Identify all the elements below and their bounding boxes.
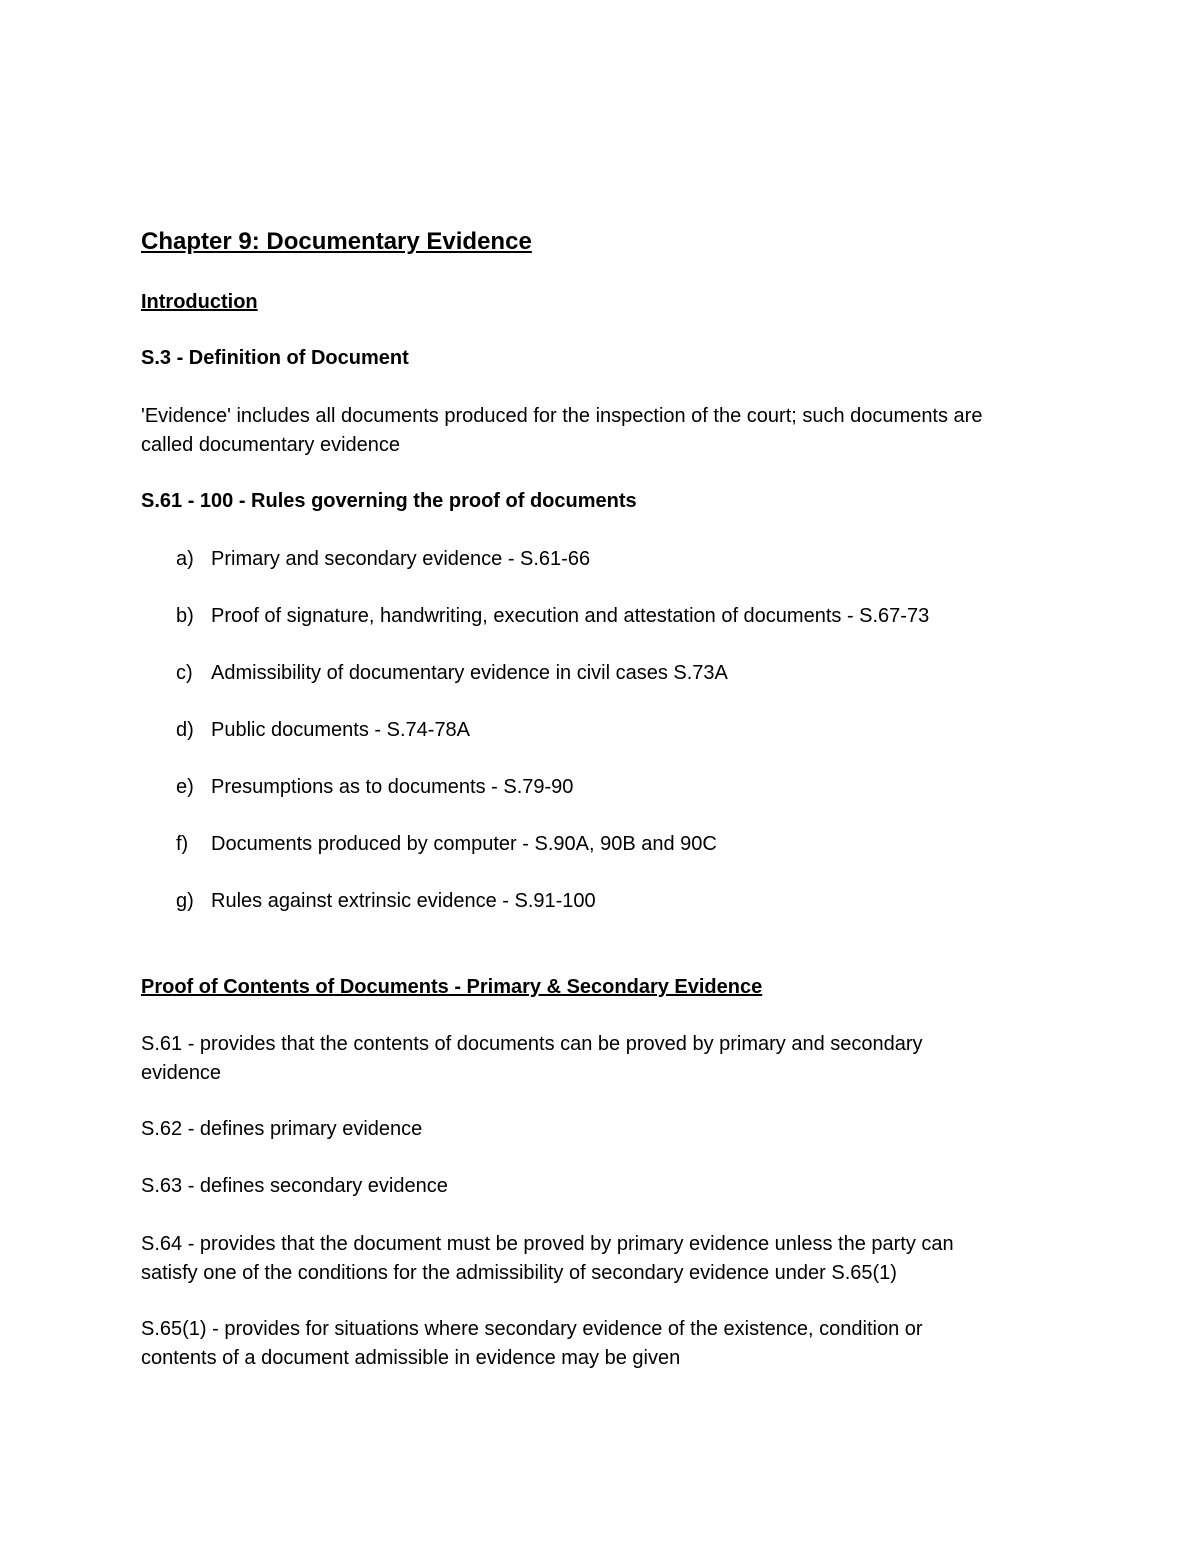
s64-line-2: satisfy one of the conditions for the admissibility of secondary evidence under S.65(1) bbox=[141, 1262, 897, 1284]
s65-line-2: contents of a document admissible in evidence may be given bbox=[141, 1347, 681, 1369]
list-marker: e) bbox=[176, 776, 194, 798]
list-item bbox=[176, 659, 728, 688]
list-marker: a) bbox=[176, 548, 194, 570]
list-item bbox=[176, 887, 596, 916]
list-item bbox=[176, 830, 717, 859]
s62-text: S.62 - defines primary evidence bbox=[141, 1118, 423, 1140]
s61-line-1: S.61 - provides that the contents of documents can be proved by primary and secondary bbox=[141, 1033, 923, 1055]
s3-heading: S.3 - Definition of Document bbox=[141, 347, 409, 369]
list-item bbox=[176, 602, 929, 631]
proof-heading: Proof of Contents of Documents - Primary & Secondary Evidence bbox=[141, 976, 763, 998]
list-item-text: Proof of signature, handwriting, execution and attestation of documents - S.67-73 bbox=[211, 605, 930, 627]
s63-text: S.63 - defines secondary evidence bbox=[141, 1175, 448, 1197]
list-item bbox=[176, 773, 573, 802]
list-item-text: Admissibility of documentary evidence in civil cases S.73A bbox=[211, 662, 728, 684]
list-item-text: Primary and secondary evidence - S.61-66 bbox=[211, 548, 591, 570]
rules-heading: S.61 - 100 - Rules governing the proof of documents bbox=[141, 490, 637, 512]
page-title: Chapter 9: Documentary Evidence bbox=[141, 228, 532, 255]
s61-line-2: evidence bbox=[141, 1062, 222, 1084]
list-marker: f) bbox=[176, 833, 189, 855]
introduction-heading: Introduction bbox=[141, 291, 258, 313]
list-item bbox=[176, 716, 470, 745]
list-marker: d) bbox=[176, 719, 194, 741]
s3-text-line-1: 'Evidence' includes all documents produced for the inspection of the court; such documents are bbox=[141, 405, 983, 427]
list-item-text: Presumptions as to documents - S.79-90 bbox=[211, 776, 574, 798]
list-item-text: Documents produced by computer - S.90A, 90B and 90C bbox=[211, 833, 717, 855]
list-marker: c) bbox=[176, 662, 193, 684]
s64-line-1: S.64 - provides that the document must be proved by primary evidence unless the party can bbox=[141, 1233, 954, 1255]
s65-line-1: S.65(1) - provides for situations where secondary evidence of the existence, condition or bbox=[141, 1318, 923, 1340]
s3-text-line-2: called documentary evidence bbox=[141, 434, 401, 456]
list-item bbox=[176, 545, 590, 574]
list-marker: b) bbox=[176, 605, 194, 627]
list-marker: g) bbox=[176, 890, 194, 912]
list-item-text: Public documents - S.74-78A bbox=[211, 719, 471, 741]
list-item-text: Rules against extrinsic evidence - S.91-100 bbox=[211, 890, 596, 912]
